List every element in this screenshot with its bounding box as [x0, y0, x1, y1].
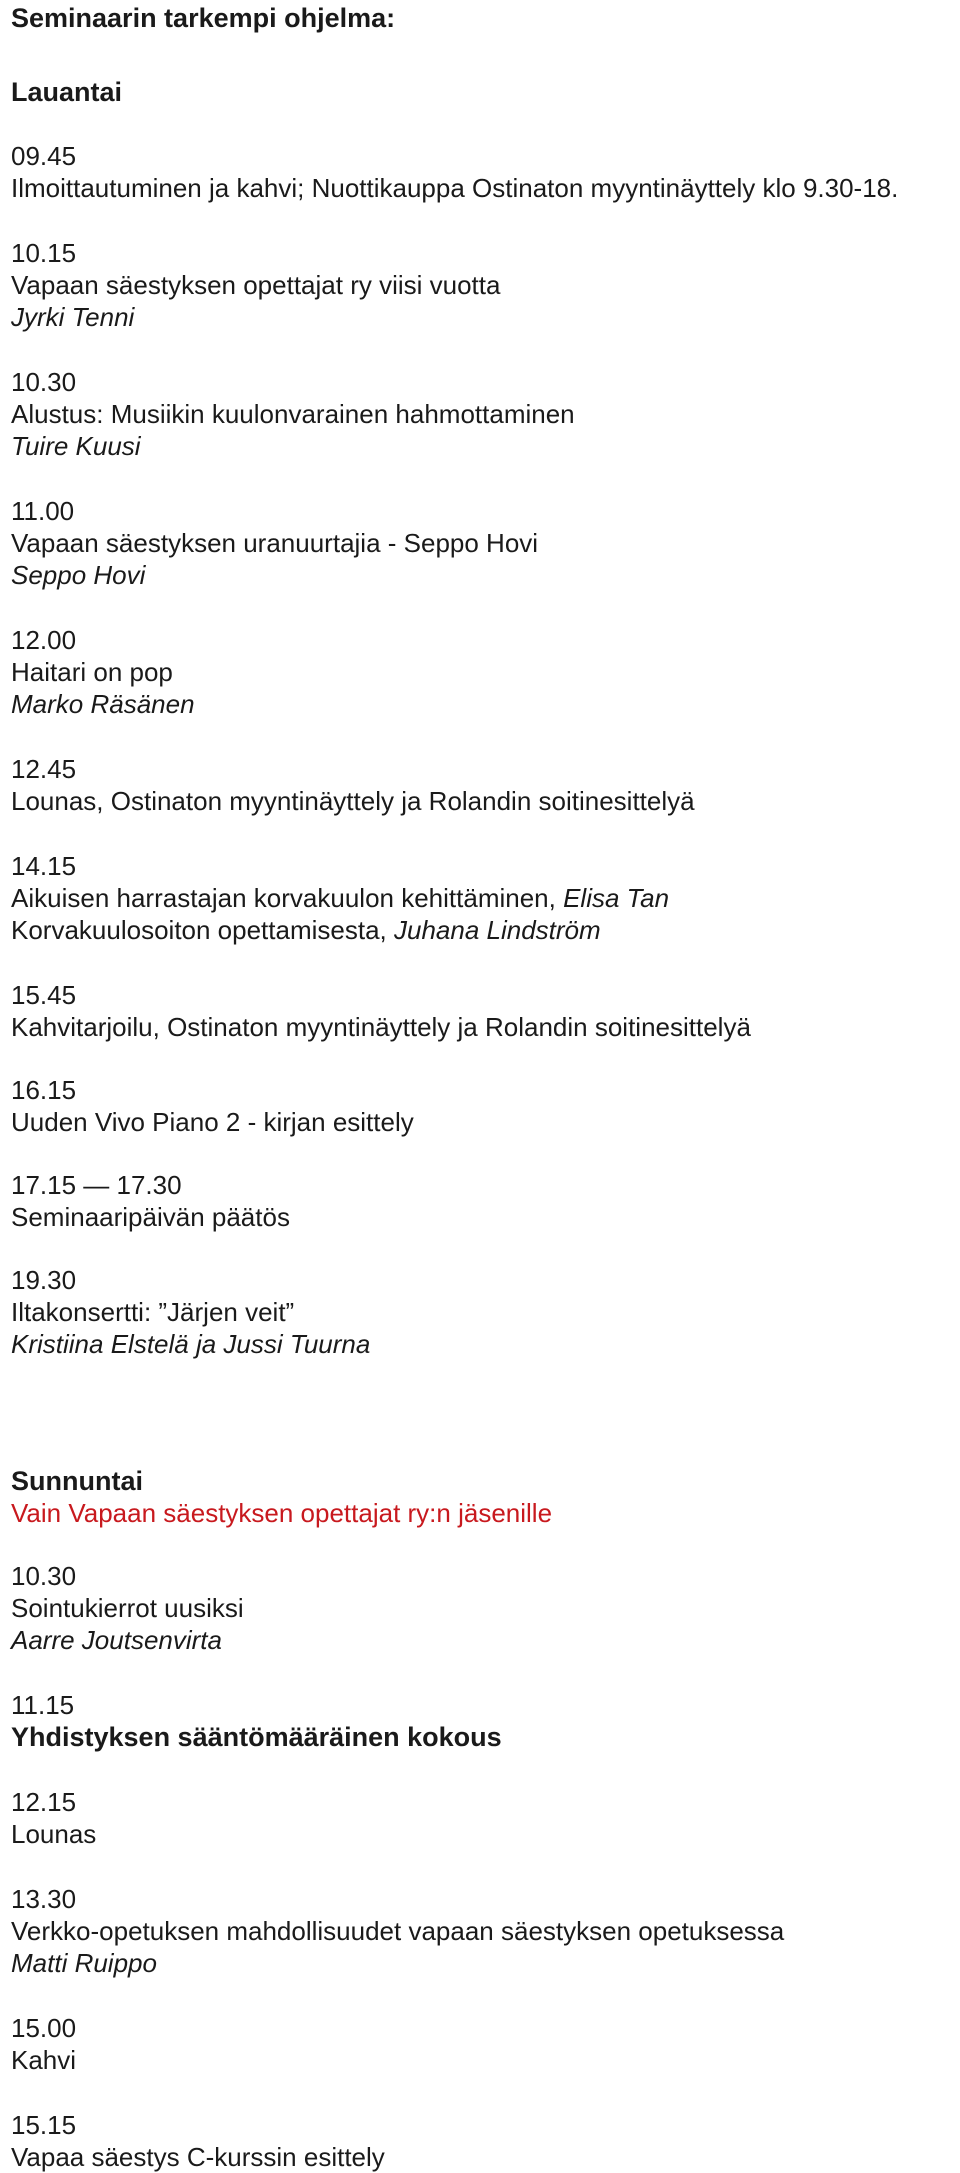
event-time: 15.00 [11, 2013, 77, 2043]
program-item [11, 237, 949, 333]
event-time: 11.15 [11, 1690, 75, 1720]
program-item [11, 1074, 949, 1138]
event-title: Sointukierrot uusiksi [11, 1593, 244, 1623]
event-time: 13.30 [11, 1884, 77, 1914]
event-title [11, 914, 949, 946]
event-time: 10.30 [11, 367, 77, 397]
event-time: 15.45 [11, 980, 77, 1010]
event-title [11, 882, 949, 914]
program-item [11, 1883, 949, 1979]
program-item [11, 1169, 949, 1233]
event-title: Verkko-opetuksen mahdollisuudet vapaan säestyksen opetuksessa [11, 1916, 785, 1946]
event-time: 12.15 [11, 1787, 77, 1817]
event-title: Lounas, Ostinaton myyntinäyttely ja Rolandin soitinesittelyä [11, 786, 695, 816]
members-only-notice: Vain Vapaan säestyksen opettajat ry:n jäsenille [11, 1498, 553, 1528]
program-item [11, 1689, 949, 1753]
program-item [11, 979, 949, 1043]
program-item [11, 2109, 949, 2173]
event-time: 12.45 [11, 754, 77, 784]
event-time: 14.15 [11, 851, 77, 881]
program-item [11, 1786, 949, 1850]
program-item [11, 495, 949, 591]
event-speaker: Jyrki Tenni [11, 302, 135, 332]
event-time: 11.00 [11, 496, 75, 526]
event-speaker: Aarre Joutsenvirta [11, 1625, 222, 1655]
event-title: Vapaan säestyksen opettajat ry viisi vuotta [11, 270, 501, 300]
event-title: Vapaan säestyksen uranuurtajia - Seppo Hovi [11, 528, 539, 558]
program-item [11, 850, 949, 946]
event-title: Ilmoittautuminen ja kahvi; Nuottikauppa Ostinaton myyntinäyttely klo 9.30-18. [11, 173, 899, 203]
event-speaker: Juhana Lindström [394, 915, 601, 945]
event-title: Alustus: Musiikin kuulonvarainen hahmottaminen [11, 399, 575, 429]
program-item [11, 624, 949, 720]
event-speaker: Tuire Kuusi [11, 431, 141, 461]
event-speaker: Kristiina Elstelä ja Jussi Tuurna [11, 1329, 371, 1359]
page-title: Seminaarin tarkempi ohjelma: [11, 3, 396, 33]
event-time: 10.15 [11, 238, 77, 268]
program-item [11, 2012, 949, 2076]
event-title: Iltakonsertti: ”Järjen veit” [11, 1297, 295, 1327]
program-item [11, 1560, 949, 1656]
event-title: Uuden Vivo Piano 2 - kirjan esittely [11, 1107, 414, 1137]
program-item [11, 753, 949, 817]
event-speaker: Matti Ruippo [11, 1948, 157, 1978]
event-title: Haitari on pop [11, 657, 173, 687]
day-title-saturday: Lauantai [11, 77, 123, 107]
program-item [11, 1264, 949, 1360]
event-title-text: Aikuisen harrastajan korvakuulon kehittäminen, [11, 883, 564, 913]
event-time: 10.30 [11, 1561, 77, 1591]
event-time: 12.00 [11, 625, 77, 655]
event-speaker: Elisa Tan [563, 883, 670, 913]
program-item [11, 366, 949, 462]
event-title: Kahvitarjoilu, Ostinaton myyntinäyttely ja Rolandin soitinesittelyä [11, 1012, 751, 1042]
program-item [11, 140, 949, 204]
event-speaker: Marko Räsänen [11, 689, 195, 719]
event-speaker: Seppo Hovi [11, 560, 146, 590]
event-title: Lounas [11, 1819, 97, 1849]
event-title-text: Korvakuulosoiton opettamisesta, [11, 915, 394, 945]
event-time: 15.15 [11, 2110, 77, 2140]
event-time: 09.45 [11, 141, 77, 171]
event-title: Kahvi [11, 2045, 77, 2075]
event-time: 17.15 — 17.30 [11, 1170, 182, 1200]
event-time: 19.30 [11, 1265, 77, 1295]
event-title: Yhdistyksen sääntömääräinen kokous [11, 1722, 502, 1752]
event-title: Vapaa säestys C-kurssin esittely [11, 2142, 385, 2172]
event-title: Seminaaripäivän päätös [11, 1202, 290, 1232]
event-time: 16.15 [11, 1075, 77, 1105]
day-title-sunday: Sunnuntai [11, 1466, 143, 1496]
